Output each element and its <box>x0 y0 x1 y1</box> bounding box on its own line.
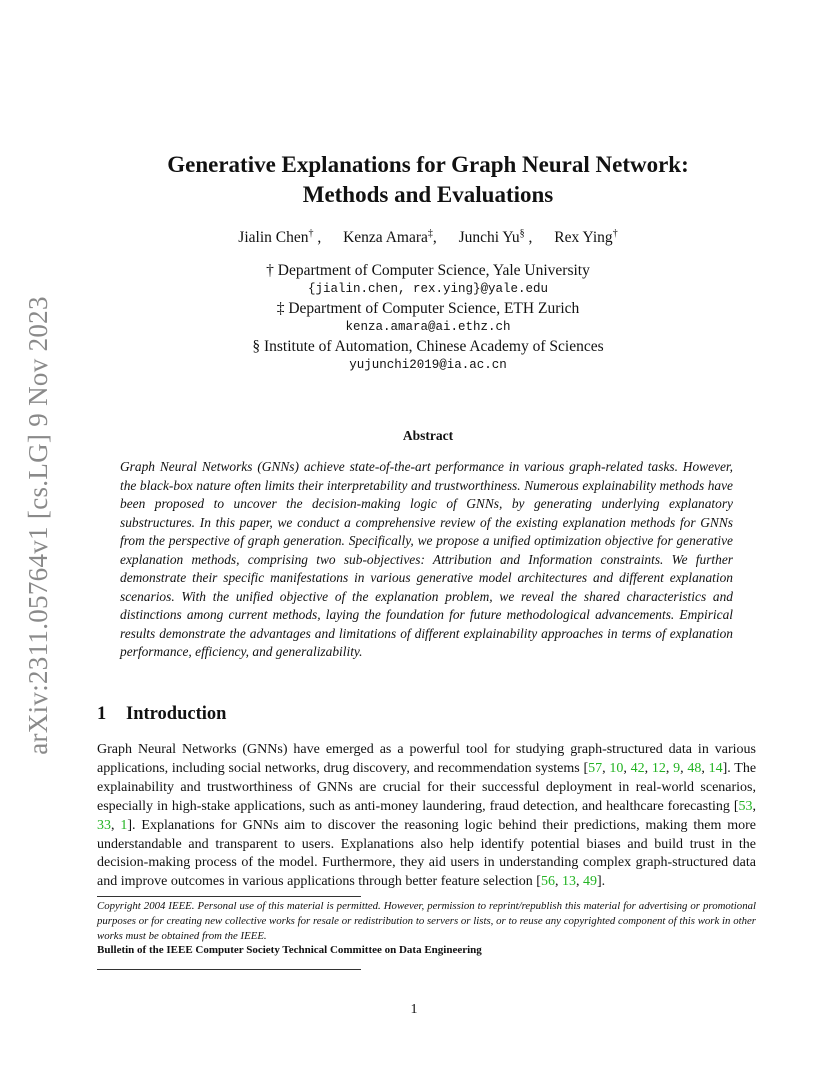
affiliation-name: ‡ Department of Computer Science, ETH Zurich <box>276 300 580 317</box>
affiliation-name: † Department of Computer Science, Yale University <box>266 262 590 279</box>
author: Kenza Amara‡, <box>343 228 437 247</box>
intro-paragraph: Graph Neural Networks (GNNs) have emerged as a powerful tool for studying graph-structured data in various applications, including social networks, drug discovery, and recommendation systems [57, 10, 42, 12, 9, 48, 14]. The explainability and trustworthiness of GNNs are crucial for their successful deployment in real-world scenarios, especially in high-stake applications, such as anti-money laundering, fraud detection, and healthcare forecasting [53, 33, 1]. Explanations for GNNs aim to discover the reasoning logic behind their predictions, making them more understandable and transparent to users. Explanations also help identify potential biases and build trust in the decision-making process of the model. Furthermore, they aid users in understanding complex graph-structured data and improve outcomes in various applications through better feature selection [56, 13, 49]. <box>97 742 757 890</box>
citation-link[interactable]: 56 <box>540 874 555 890</box>
section-heading <box>97 704 226 725</box>
citation-link[interactable]: 48 <box>687 760 702 776</box>
citation-link[interactable]: 9 <box>673 760 681 776</box>
citation-link[interactable]: 12 <box>651 760 666 776</box>
citation-link[interactable]: 49 <box>582 874 597 890</box>
paper-title <box>100 150 756 210</box>
citation-link[interactable]: 57 <box>588 760 603 776</box>
author: Jialin Chen† , <box>238 228 322 247</box>
abstract-text: Graph Neural Networks (GNNs) achieve state-of-the-art performance in various graph-related tasks. However, the black-box nature often limits their interpretability and trustworthiness. Numerous explainability methods have been proposed to uncover the decision-making logic of GNNs, by generating underlying explanatory substructures. In this paper, we conduct a comprehensive review of the existing explanation methods for GNNs from the perspective of graph generation. Specifically, we propose a unified optimization objective for generative explanation methods, comprising two sub-objectives: Attribution and Information constraints. We further demonstrate their specific manifestations in various generative model architectures and different explanation scenarios. With the unified objective of the explanation problem, we reveal the shared characteristics and distinctions among current methods, laying the foundation for future methodological advancements. Empirical results demonstrate the advantages and limitations of different explainability approaches in terms of explanation performance, efficiency, and generalizability. <box>120 459 733 659</box>
affiliation-list <box>100 261 756 375</box>
bulletin-line: Bulletin of the IEEE Computer Society Technical Committee on Data Engineering <box>97 944 482 956</box>
page-number: 1 <box>410 1002 418 1017</box>
title-line-2: Methods and Evaluations <box>302 182 554 207</box>
arxiv-stamp <box>18 290 58 760</box>
arxiv-id: arXiv:2311.05764v1 [cs.LG] 9 Nov 2023 <box>22 295 53 755</box>
footnote-rule <box>97 896 361 897</box>
citation-link[interactable]: 14 <box>708 760 723 776</box>
citation-link[interactable]: 13 <box>561 874 576 890</box>
citation-link[interactable]: 53 <box>738 798 753 814</box>
affiliation-name: § Institute of Automation, Chinese Academy of Sciences <box>252 338 604 355</box>
affiliation-email: {jialin.chen, rex.ying}@yale.edu <box>307 282 549 296</box>
citation-link[interactable]: 33 <box>97 817 111 833</box>
author: Junchi Yu§ , <box>458 228 533 247</box>
title-line-1: Generative Explanations for Graph Neural Network: <box>167 152 689 177</box>
citation-link[interactable]: 1 <box>120 817 128 833</box>
copyright-notice: Copyright 2004 IEEE. Personal use of this material is permitted. However, permission to reprint/republish this material for advertising or promotional purposes or for creating new collective works for resale or redistribution to servers or lists, or to reuse any copyrighted component of this work in other works must be obtained from the IEEE. <box>97 900 756 942</box>
affiliation-email: kenza.amara@ai.ethz.ch <box>345 320 511 334</box>
section-title: Introduction <box>126 704 227 724</box>
affiliation-email: yujunchi2019@ia.ac.cn <box>349 358 507 372</box>
footnote-rule <box>97 969 361 970</box>
citation-link[interactable]: 10 <box>609 760 624 776</box>
author-list <box>100 228 756 247</box>
author: Rex Ying† <box>554 228 618 247</box>
citation-link[interactable]: 42 <box>630 760 645 776</box>
section-number: 1 <box>97 704 107 724</box>
abstract-heading: Abstract <box>402 428 454 443</box>
